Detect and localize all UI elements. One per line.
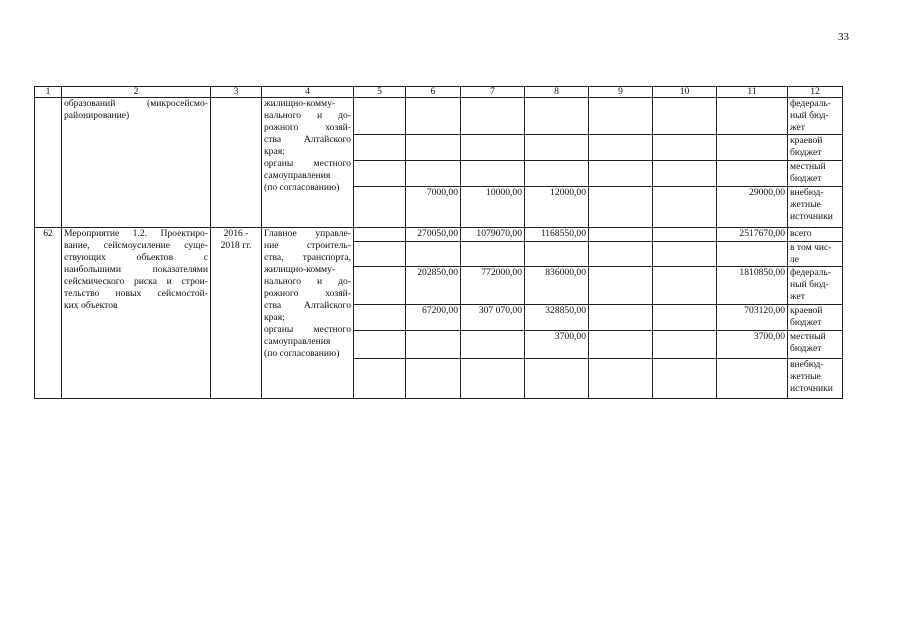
c7-cell: 772000,00 — [461, 267, 525, 305]
text-line: 2018 гг. — [220, 240, 252, 251]
c7-cell — [461, 331, 525, 359]
c9-cell — [589, 161, 653, 187]
column-header: 4 — [262, 87, 354, 98]
text-line: 2016 - — [223, 228, 249, 239]
text-line: (по согласованию) — [264, 182, 340, 193]
c10-cell — [653, 359, 717, 399]
text-line: ства Алтайского — [264, 134, 351, 145]
c9-cell — [589, 267, 653, 305]
c5-cell — [354, 98, 406, 135]
row-number-cell: 62 — [35, 228, 62, 399]
c6-cell: 67200,00 — [406, 305, 461, 331]
text-line: края; — [264, 146, 285, 157]
text-line: ких объектов — [64, 300, 118, 311]
c8-cell: 12000,00 — [525, 187, 589, 228]
program-measures-table — [34, 86, 843, 399]
funding-source-cell: федераль-ный бюд-жет — [788, 267, 843, 305]
c9-cell — [589, 242, 653, 267]
c6-cell: 7000,00 — [406, 187, 461, 228]
row-number-cell — [35, 98, 62, 228]
text-line: жилищно-комму- — [264, 264, 336, 275]
text-line: (по согласованию) — [264, 348, 340, 359]
text-line: Главное управле- — [264, 228, 351, 239]
c10-cell — [653, 331, 717, 359]
c7-cell — [461, 242, 525, 267]
column-header: 10 — [653, 87, 717, 98]
c10-cell — [653, 135, 717, 161]
c7-cell — [461, 135, 525, 161]
column-header: 3 — [211, 87, 262, 98]
c5-cell — [354, 187, 406, 228]
measure-name-cell — [62, 98, 211, 228]
c6-cell — [406, 331, 461, 359]
c10-cell — [653, 98, 717, 135]
c10-cell — [653, 228, 717, 242]
c5-cell — [354, 161, 406, 187]
column-header: 8 — [525, 87, 589, 98]
text-line: районирование) — [64, 110, 130, 121]
c5-cell — [354, 305, 406, 331]
c11-cell: 1810850,00 — [717, 267, 788, 305]
column-header: 5 — [354, 87, 406, 98]
c5-cell — [354, 331, 406, 359]
column-header: 1 — [35, 87, 62, 98]
c10-cell — [653, 305, 717, 331]
c11-cell — [717, 161, 788, 187]
text-line: ства, транспорта, — [264, 252, 351, 263]
c5-cell — [354, 359, 406, 399]
funding-source-cell: краевой бюджет — [788, 135, 843, 161]
c8-cell — [525, 359, 589, 399]
text-line: нального и до- — [264, 110, 351, 121]
c10-cell — [653, 161, 717, 187]
c6-cell — [406, 359, 461, 399]
text-line: Мероприятие 1.2. Проектиро- — [64, 228, 208, 239]
c11-cell — [717, 242, 788, 267]
column-header: 7 — [461, 87, 525, 98]
measure-name-cell — [62, 228, 211, 399]
c8-cell: 3700,00 — [525, 331, 589, 359]
funding-source-cell: местный бюджет — [788, 161, 843, 187]
column-number-row — [35, 87, 843, 98]
c6-cell: 270050,00 — [406, 228, 461, 242]
text-line: тельство новых сейсмостой- — [64, 288, 208, 299]
c9-cell — [589, 331, 653, 359]
c11-cell: 2517670,00 — [717, 228, 788, 242]
c5-cell — [354, 242, 406, 267]
funding-source-cell: внебюд-жетные источники — [788, 359, 843, 399]
c9-cell — [589, 359, 653, 399]
c5-cell — [354, 267, 406, 305]
c11-cell: 29000,00 — [717, 187, 788, 228]
c7-cell — [461, 161, 525, 187]
text-line: жилищно-комму- — [264, 98, 336, 109]
executor-cell — [262, 228, 354, 399]
c11-cell — [717, 98, 788, 135]
c11-cell — [717, 135, 788, 161]
text-line: органы местного — [264, 158, 351, 169]
c9-cell — [589, 228, 653, 242]
column-header: 6 — [406, 87, 461, 98]
column-header: 9 — [589, 87, 653, 98]
text-line: рожного хозяй- — [264, 122, 351, 133]
text-line: органы местного — [264, 324, 351, 335]
text-line: наибольшими показателями — [64, 264, 208, 275]
c8-cell: 836000,00 — [525, 267, 589, 305]
c11-cell: 3700,00 — [717, 331, 788, 359]
c8-cell — [525, 135, 589, 161]
text-line: ства Алтайского — [264, 300, 351, 311]
table-row — [35, 228, 843, 242]
c8-cell — [525, 242, 589, 267]
c6-cell — [406, 161, 461, 187]
c9-cell — [589, 305, 653, 331]
text-line: сейсмического риска и строи- — [64, 276, 208, 287]
text-line: ние строитель- — [264, 240, 351, 251]
c7-cell: 307 070,00 — [461, 305, 525, 331]
text-line: вание, сейсмоусиление суще- — [64, 240, 208, 251]
text-line: самоуправления — [264, 336, 331, 347]
period-cell — [211, 98, 262, 228]
table-row — [35, 98, 843, 135]
funding-source-cell: в том чис-ле — [788, 242, 843, 267]
c6-cell: 202850,00 — [406, 267, 461, 305]
c6-cell — [406, 135, 461, 161]
text-line: края; — [264, 312, 285, 323]
c5-cell — [354, 228, 406, 242]
c11-cell — [717, 359, 788, 399]
text-line: образований (микросейсмо- — [64, 98, 208, 109]
c6-cell — [406, 242, 461, 267]
c8-cell — [525, 161, 589, 187]
funding-source-cell: федераль-ный бюд-жет — [788, 98, 843, 135]
c11-cell: 703120,00 — [717, 305, 788, 331]
text-line: самоуправления — [264, 170, 331, 181]
funding-source-cell: краевой бюджет — [788, 305, 843, 331]
c7-cell: 10000,00 — [461, 187, 525, 228]
c9-cell — [589, 135, 653, 161]
funding-source-cell: местный бюджет — [788, 331, 843, 359]
funding-source-cell: внебюд-жетные источники — [788, 187, 843, 228]
c7-cell — [461, 98, 525, 135]
column-header: 2 — [62, 87, 211, 98]
column-header: 12 — [788, 87, 843, 98]
c6-cell — [406, 98, 461, 135]
period-cell — [211, 228, 262, 399]
c7-cell: 1079070,00 — [461, 228, 525, 242]
c8-cell: 328850,00 — [525, 305, 589, 331]
funding-source-cell: всего — [788, 228, 843, 242]
c9-cell — [589, 187, 653, 228]
executor-cell — [262, 98, 354, 228]
c5-cell — [354, 135, 406, 161]
text-line: рожного хозяй- — [264, 288, 351, 299]
c8-cell — [525, 98, 589, 135]
text-line: нального и до- — [264, 276, 351, 287]
c7-cell — [461, 359, 525, 399]
c8-cell: 1168550,00 — [525, 228, 589, 242]
c9-cell — [589, 98, 653, 135]
c10-cell — [653, 267, 717, 305]
c10-cell — [653, 187, 717, 228]
c10-cell — [653, 242, 717, 267]
page-number: 33 — [838, 31, 849, 43]
text-line: ствующих объектов с — [64, 252, 208, 263]
column-header: 11 — [717, 87, 788, 98]
